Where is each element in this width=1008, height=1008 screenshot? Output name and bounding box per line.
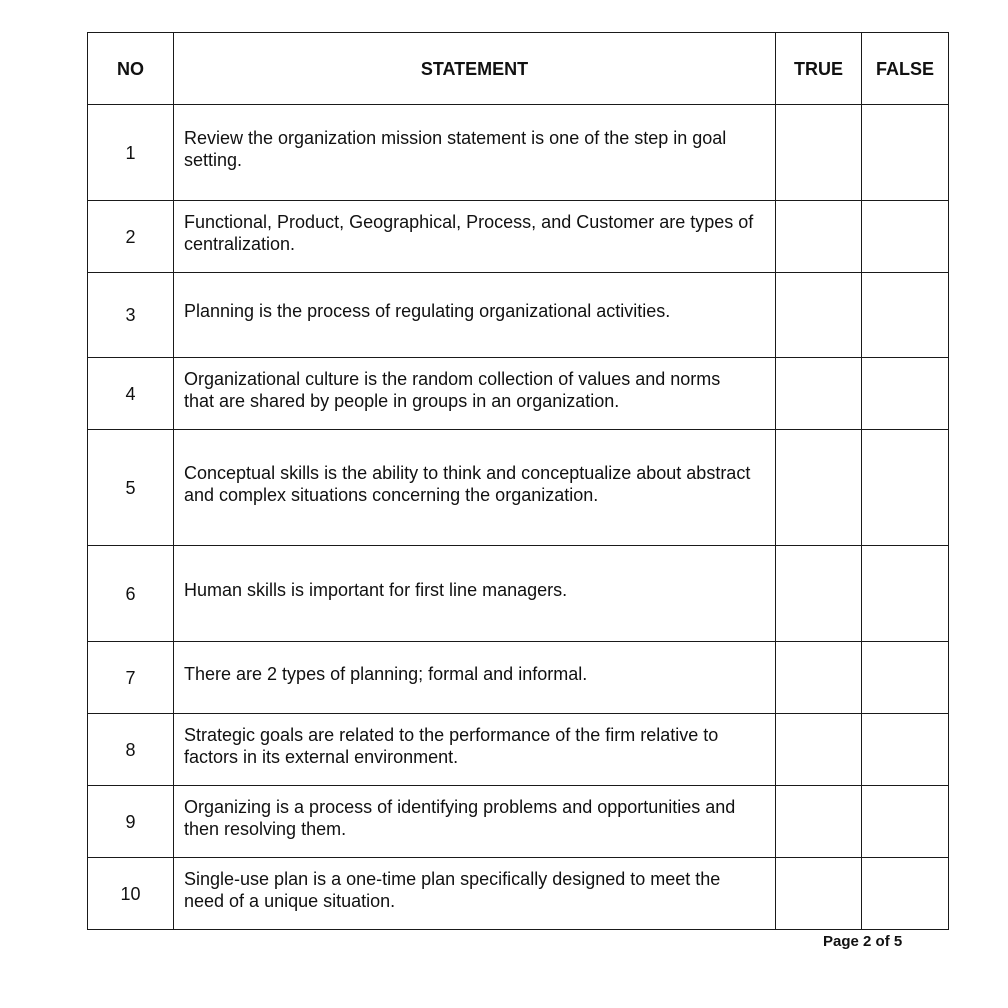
statement-cell bbox=[174, 430, 776, 546]
statement-text: Review the organization mission statement is one of the step in goal setting. bbox=[184, 127, 727, 170]
true-answer-cell[interactable] bbox=[776, 430, 862, 546]
table-row bbox=[88, 546, 949, 642]
table-row bbox=[88, 858, 949, 930]
statement-cell bbox=[174, 642, 776, 714]
true-answer-cell[interactable] bbox=[776, 786, 862, 858]
statement-cell bbox=[174, 201, 776, 273]
table-row bbox=[88, 430, 949, 546]
statement-text: Single-use plan is a one-time plan specifically designed to meet the need of a unique situation. bbox=[184, 868, 721, 911]
table-row bbox=[88, 358, 949, 430]
statement-cell bbox=[174, 358, 776, 430]
true-answer-cell[interactable] bbox=[776, 201, 862, 273]
false-answer-cell[interactable] bbox=[862, 546, 949, 642]
row-number: 9 bbox=[88, 786, 174, 858]
page-number: Page 2 of 5 bbox=[823, 933, 903, 950]
false-answer-cell[interactable] bbox=[862, 858, 949, 930]
false-answer-cell[interactable] bbox=[862, 714, 949, 786]
true-answer-cell[interactable] bbox=[776, 858, 862, 930]
header-no: NO bbox=[88, 33, 174, 105]
statement-text: Strategic goals are related to the performance of the firm relative to factors in its external environment. bbox=[184, 724, 719, 767]
statement-text: Organizing is a process of identifying problems and opportunities and then resolving them. bbox=[184, 796, 736, 839]
statement-cell bbox=[174, 858, 776, 930]
statement-cell bbox=[174, 273, 776, 358]
header-false: FALSE bbox=[862, 33, 949, 105]
statement-text: Planning is the process of regulating organizational activities. bbox=[184, 301, 671, 321]
true-answer-cell[interactable] bbox=[776, 105, 862, 201]
true-answer-cell[interactable] bbox=[776, 273, 862, 358]
statement-cell bbox=[174, 546, 776, 642]
false-answer-cell[interactable] bbox=[862, 358, 949, 430]
true-answer-cell[interactable] bbox=[776, 358, 862, 430]
false-answer-cell[interactable] bbox=[862, 430, 949, 546]
statement-cell bbox=[174, 714, 776, 786]
true-answer-cell[interactable] bbox=[776, 642, 862, 714]
false-answer-cell[interactable] bbox=[862, 201, 949, 273]
true-false-table bbox=[87, 32, 949, 930]
table-row bbox=[88, 105, 949, 201]
statement-text: There are 2 types of planning; formal and informal. bbox=[184, 663, 588, 684]
header-row bbox=[88, 33, 949, 105]
false-answer-cell[interactable] bbox=[862, 105, 949, 201]
row-number: 2 bbox=[88, 201, 174, 273]
statement-text: Conceptual skills is the ability to think and conceptualize about abstract and complex situations concerning the organization. bbox=[184, 462, 751, 505]
true-answer-cell[interactable] bbox=[776, 714, 862, 786]
table-row bbox=[88, 642, 949, 714]
false-answer-cell[interactable] bbox=[862, 642, 949, 714]
row-number: 3 bbox=[88, 273, 174, 358]
row-number: 6 bbox=[88, 546, 174, 642]
statement-text: Human skills is important for first line managers. bbox=[184, 579, 568, 600]
table-row bbox=[88, 201, 949, 273]
table-row bbox=[88, 786, 949, 858]
header-statement: STATEMENT bbox=[174, 33, 776, 105]
row-number: 4 bbox=[88, 358, 174, 430]
table-row bbox=[88, 273, 949, 358]
statement-text: Functional, Product, Geographical, Process, and Customer are types of centralization. bbox=[184, 211, 754, 254]
header-true: TRUE bbox=[776, 33, 862, 105]
statement-text: Organizational culture is the random collection of values and norms that are shared by people in groups in an organization. bbox=[184, 368, 721, 411]
statement-cell bbox=[174, 786, 776, 858]
false-answer-cell[interactable] bbox=[862, 273, 949, 358]
row-number: 1 bbox=[88, 105, 174, 201]
true-answer-cell[interactable] bbox=[776, 546, 862, 642]
row-number: 5 bbox=[88, 430, 174, 546]
row-number: 7 bbox=[88, 642, 174, 714]
statement-cell bbox=[174, 105, 776, 201]
table-row bbox=[88, 714, 949, 786]
false-answer-cell[interactable] bbox=[862, 786, 949, 858]
row-number: 8 bbox=[88, 714, 174, 786]
row-number: 10 bbox=[88, 858, 174, 930]
